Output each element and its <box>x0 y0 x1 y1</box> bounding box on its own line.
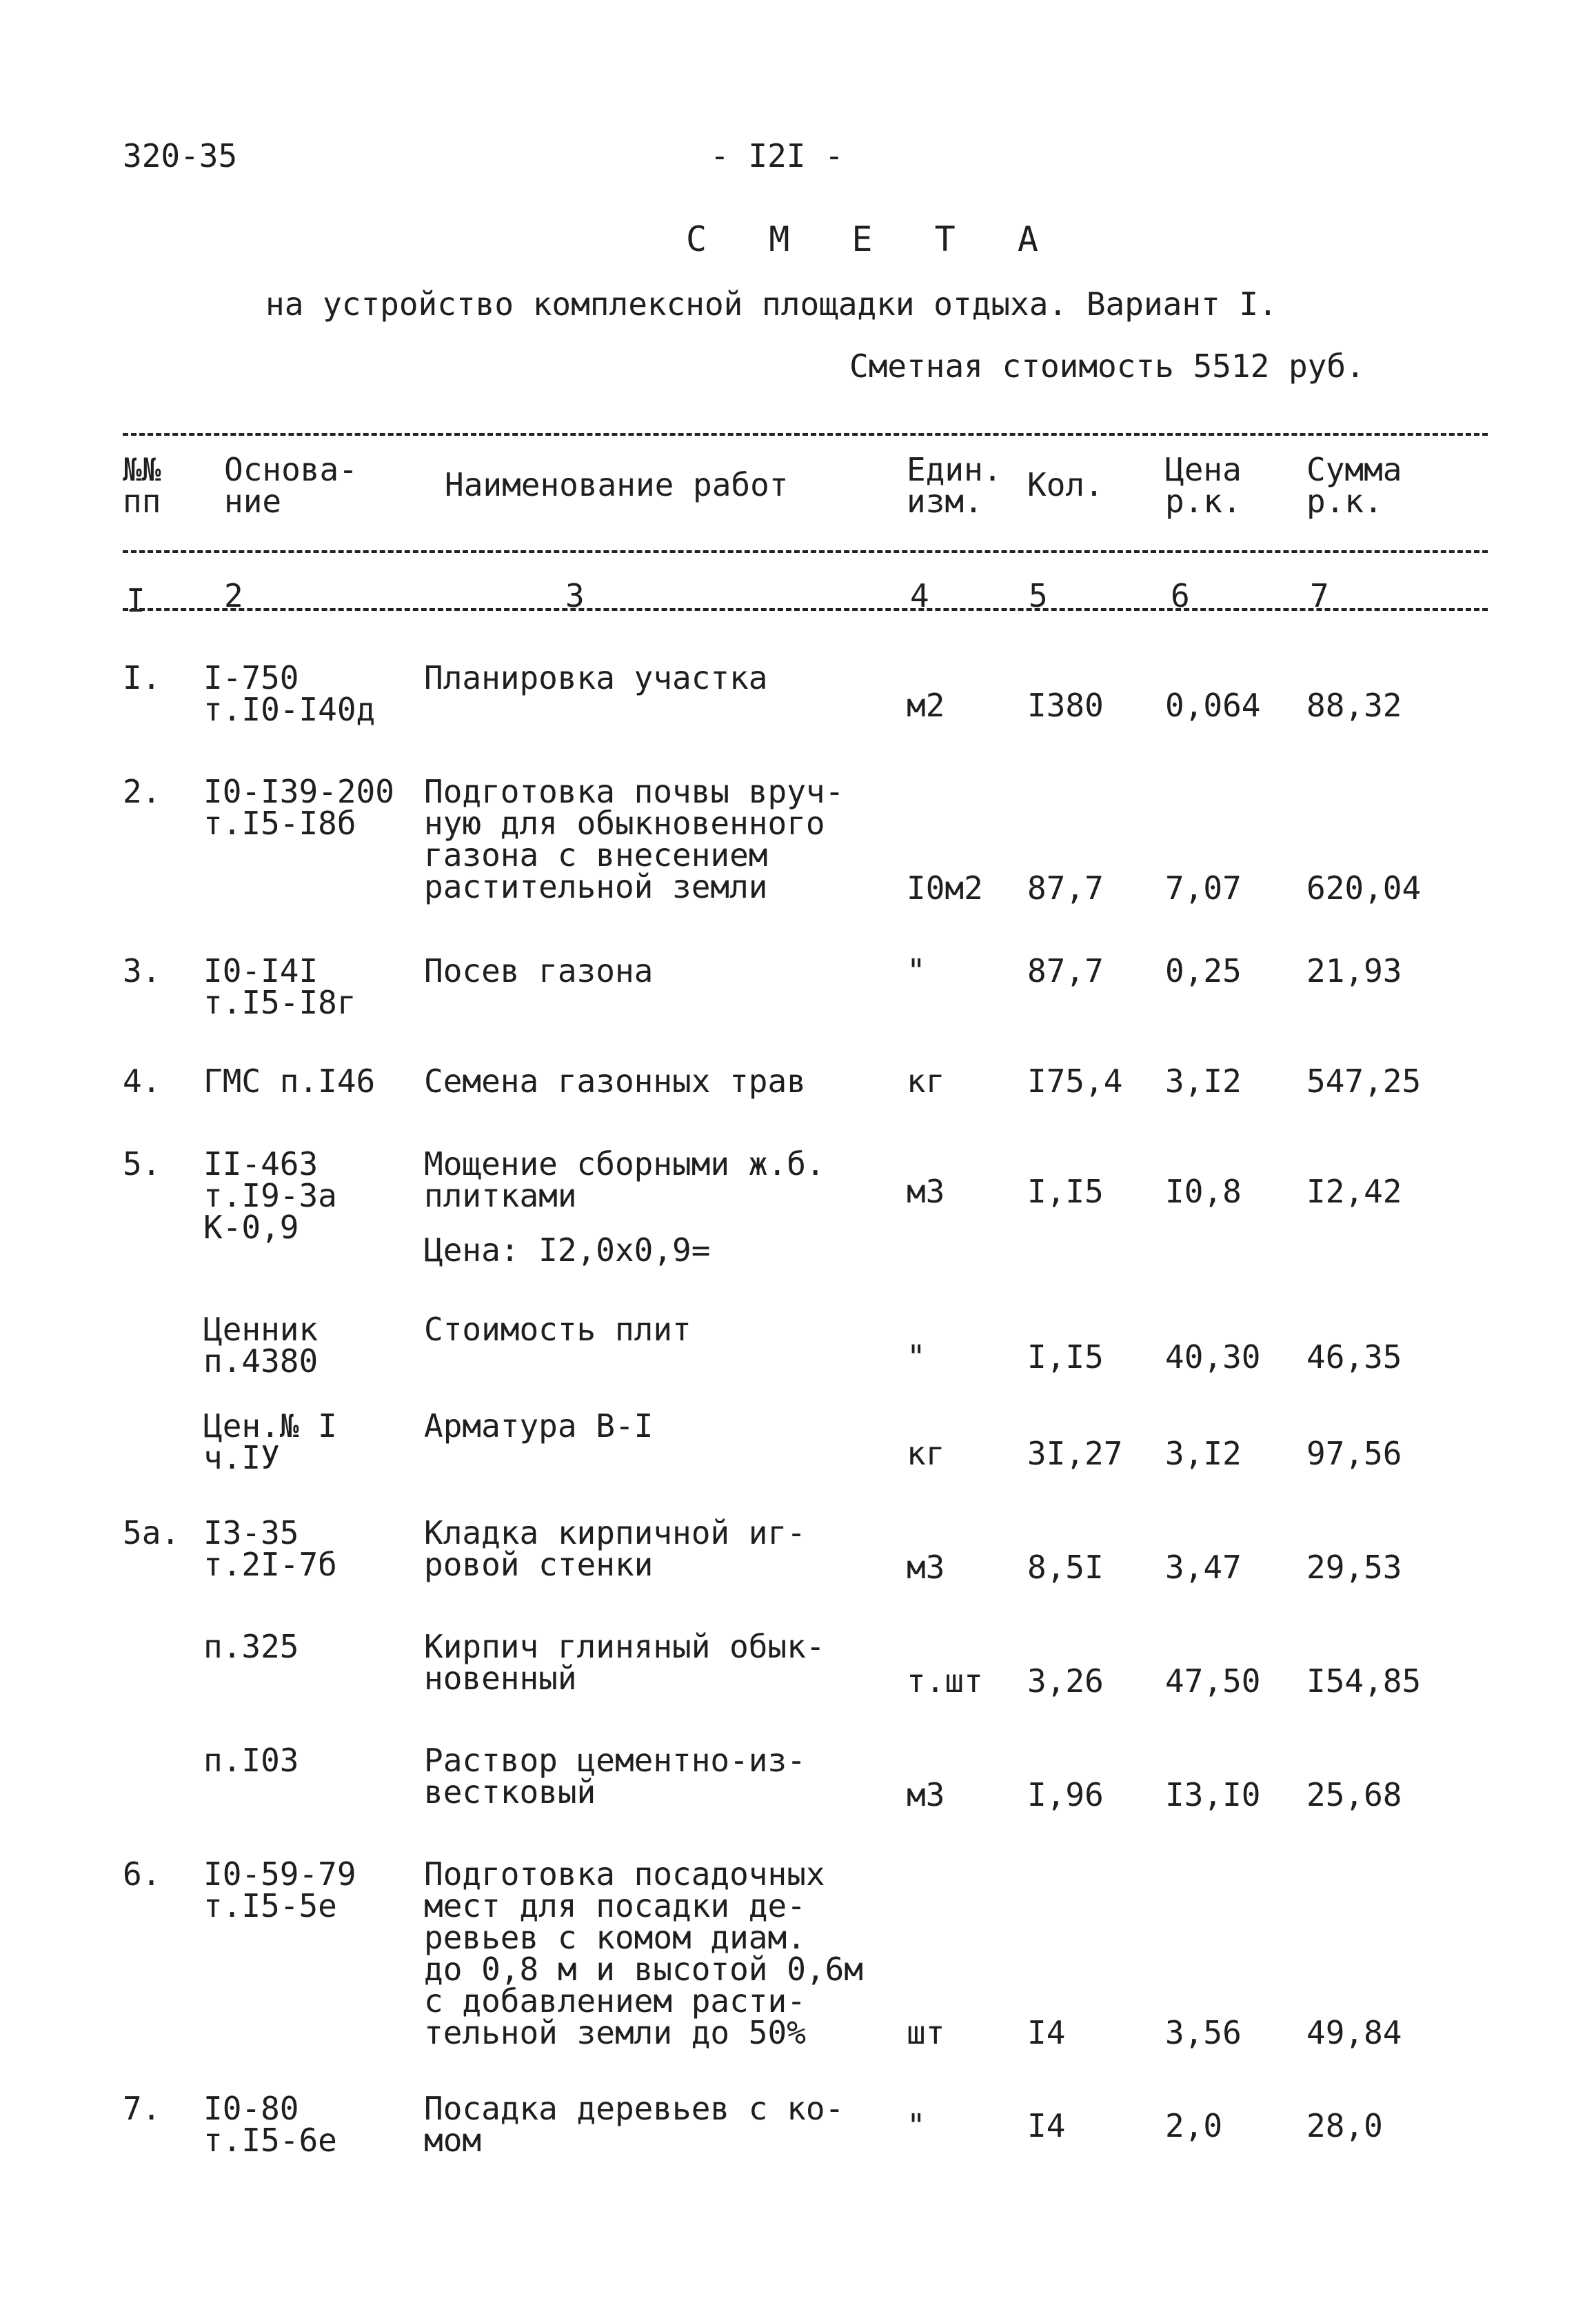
row-basis: I3-35 т.2I-7б <box>203 1514 337 1583</box>
column-header-quantity: Кол. <box>1027 466 1104 503</box>
row-price: 3,I2 <box>1165 1435 1242 1472</box>
column-header-sum: Сумма р.к. <box>1306 451 1402 520</box>
row-sum: 21,93 <box>1306 952 1402 989</box>
row-work-name: Стоимость плит <box>424 1311 691 1348</box>
row-number: 2. <box>123 773 161 810</box>
row-unit: " <box>907 2107 926 2144</box>
row-quantity: 8,5I <box>1027 1549 1104 1586</box>
row-sum: 25,68 <box>1306 1776 1402 1813</box>
row-basis: I0-I39-200 т.I5-I8б <box>203 773 394 842</box>
row-sum: 97,56 <box>1306 1435 1402 1472</box>
row-quantity: I,I5 <box>1027 1338 1104 1376</box>
column-number: 2 <box>224 577 243 614</box>
row-price-note: Цена: I2,0х0,9= <box>424 1231 711 1269</box>
row-basis: п.325 <box>203 1628 299 1665</box>
row-price: 3,47 <box>1165 1549 1242 1586</box>
row-quantity: I75,4 <box>1027 1063 1123 1100</box>
column-number: I <box>126 582 145 619</box>
row-unit: шт <box>907 2014 945 2051</box>
row-basis: I0-I4I т.I5-I8г <box>203 952 356 1021</box>
row-price: I0,8 <box>1165 1173 1242 1210</box>
table-top-rule <box>123 433 1488 436</box>
row-quantity: 87,7 <box>1027 869 1104 907</box>
row-quantity: I,I5 <box>1027 1173 1104 1210</box>
column-header-number: №№ пп <box>123 451 161 520</box>
column-number: 7 <box>1310 577 1329 614</box>
row-price: 3,I2 <box>1165 1063 1242 1100</box>
row-quantity: I,96 <box>1027 1776 1104 1813</box>
row-price: 0,064 <box>1165 687 1261 724</box>
row-price: 0,25 <box>1165 952 1242 989</box>
column-number-rule <box>123 608 1488 611</box>
document-subtitle: на устройство комплексной площадки отдыха. Вариант I. <box>265 285 1277 323</box>
row-basis: II-463 т.I9-3а К-0,9 <box>203 1145 337 1246</box>
row-unit: м3 <box>907 1776 945 1813</box>
row-basis: п.I03 <box>203 1742 299 1779</box>
row-number: 6. <box>123 1855 161 1893</box>
column-header-work-name: Наименование работ <box>445 466 789 503</box>
row-price: 47,50 <box>1165 1662 1261 1700</box>
column-header-price: Цена р.к. <box>1165 451 1242 520</box>
row-number: I. <box>123 659 161 696</box>
row-sum: 88,32 <box>1306 687 1402 724</box>
row-work-name: Кладка кирпичной иг- ровой стенки <box>424 1514 806 1583</box>
row-quantity: 3,26 <box>1027 1662 1104 1700</box>
row-price: 3,56 <box>1165 2014 1242 2051</box>
row-work-name: Подготовка посадочных мест для посадки де- ревьев с комом диам. до 0,8 м и высотой 0,6м с добавлением расти- тельной земли до 50% <box>424 1855 863 2051</box>
row-quantity: 3I,27 <box>1027 1435 1123 1472</box>
row-unit: " <box>907 952 926 989</box>
row-work-name: Арматура В-I <box>424 1407 654 1445</box>
row-basis: ГМС п.I46 <box>203 1063 376 1100</box>
row-work-name: Планировка участка <box>424 659 768 696</box>
column-number: 5 <box>1029 577 1048 614</box>
row-unit: м2 <box>907 687 945 724</box>
row-work-name: Семена газонных трав <box>424 1063 806 1100</box>
estimated-cost: Сметная стоимость 5512 руб. <box>849 348 1365 385</box>
row-basis: Ценник п.4380 <box>203 1311 319 1380</box>
row-sum: 49,84 <box>1306 2014 1402 2051</box>
row-basis: I0-80 т.I5-6е <box>203 2090 337 2159</box>
row-unit: кг <box>907 1435 945 1472</box>
row-number: 5а. <box>123 1514 181 1551</box>
row-price: I3,I0 <box>1165 1776 1261 1813</box>
row-number: 4. <box>123 1063 161 1100</box>
row-basis: Цен.№ I ч.IУ <box>203 1407 337 1476</box>
row-work-name: Посадка деревьев с ко- мом <box>424 2090 845 2159</box>
row-work-name: Мощение сборными ж.б. плитками <box>424 1145 825 1214</box>
row-sum: I54,85 <box>1306 1662 1422 1700</box>
table-header-rule <box>123 550 1488 553</box>
row-quantity: I4 <box>1027 2107 1066 2144</box>
row-work-name: Кирпич глиняный обык- новенный <box>424 1628 825 1697</box>
row-sum: 29,53 <box>1306 1549 1402 1586</box>
row-number: 3. <box>123 952 161 989</box>
row-unit: кг <box>907 1063 945 1100</box>
row-sum: 547,25 <box>1306 1063 1422 1100</box>
row-work-name: Раствор цементно-из- вестковый <box>424 1742 806 1811</box>
row-sum: I2,42 <box>1306 1173 1402 1210</box>
row-basis: I-750 т.I0-I40д <box>203 659 376 728</box>
row-basis: I0-59-79 т.I5-5е <box>203 1855 356 1924</box>
row-price: 40,30 <box>1165 1338 1261 1376</box>
row-sum: 620,04 <box>1306 869 1422 907</box>
row-number: 7. <box>123 2090 161 2127</box>
row-sum: 28,0 <box>1306 2107 1383 2144</box>
row-unit: I0м2 <box>907 869 983 907</box>
page-number: - I2I - <box>710 137 844 174</box>
column-header-basis: Основа- ние <box>224 451 358 520</box>
row-unit: м3 <box>907 1173 945 1210</box>
column-number: 4 <box>910 577 929 614</box>
row-unit: " <box>907 1338 926 1376</box>
row-sum: 46,35 <box>1306 1338 1402 1376</box>
row-quantity: 87,7 <box>1027 952 1104 989</box>
row-price: 2,0 <box>1165 2107 1223 2144</box>
row-number: 5. <box>123 1145 161 1182</box>
page-title: С М Е Т А <box>686 219 1059 259</box>
column-number: 3 <box>565 577 585 614</box>
column-number: 6 <box>1171 577 1190 614</box>
row-quantity: I380 <box>1027 687 1104 724</box>
document-code: 320-35 <box>123 137 238 174</box>
column-header-unit: Един. изм. <box>907 451 1002 520</box>
row-unit: м3 <box>907 1549 945 1586</box>
row-work-name: Подготовка почвы вруч- ную для обыкновенного газона с внесением растительной земли <box>424 773 845 905</box>
row-price: 7,07 <box>1165 869 1242 907</box>
row-work-name: Посев газона <box>424 952 654 989</box>
row-unit: т.шт <box>907 1662 983 1700</box>
row-quantity: I4 <box>1027 2014 1066 2051</box>
